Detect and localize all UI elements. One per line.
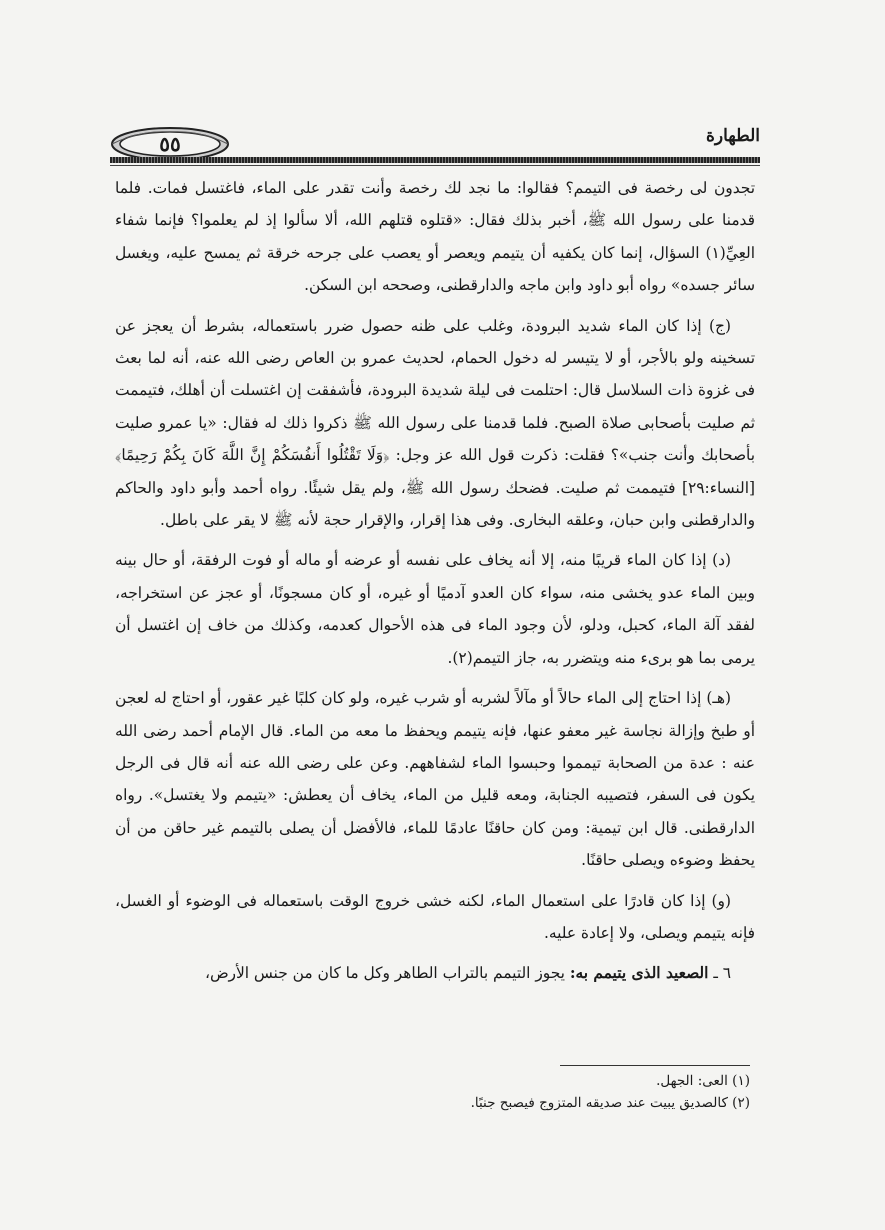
main-text [115, 172, 755, 998]
footnotes [150, 1070, 750, 1114]
paragraph-d: (د) إذا كان الماء قريبًا منه، إلا أنه يخاف على نفسه أو عرضه أو ماله أو فوت الرفقة، أو حال بينه وبين الماء عدو يخشى منه، سواء كان العدو آدميًا أو غيره، أو كان مسجونًا، أو عجز عن استخراجه، لفقد آلة الماء، كحبل، ودلو، لأن وجود الماء فى هذه الأحوال كعدمه، وكذلك من خاف إن اغتسل أن يرمى بما هو برىء منه ويتضرر به، جاز التيمم(٢). [115, 551, 755, 667]
paragraph-w: (و) إذا كان قادرًا على استعمال الماء، لكنه خشى خروج الوقت باستعماله فى الوضوء أو الغسل، فإنه يتيمم ويصلى، ولا إعادة عليه. [115, 891, 755, 942]
section-number: ٦ ـ [713, 964, 731, 983]
footnote-1: (١) العى: الجهل. [656, 1073, 750, 1089]
header-rule-thin [110, 165, 760, 166]
paragraph-c: (ج) إذا كان الماء شديد البرودة، وغلب على ظنه حصول ضرر باستعماله، بشرط أن يعجز عن تسخينه ولو بالأجر، أو لا يتيسر له دخول الحمام، لحديث عمرو بن العاص رضى الله عنه، أنه لما بعث فى غزوة ذات السلاسل قال: احتلمت فى ليلة شديدة البرودة، فأشفقت إن اغتسلت أن أهلك، فتيممت ثم صليت بأصحابى صلاة الصبح. فلما قدمنا على رسول الله ﷺ ذكروا ذلك له فقال: «يا عمرو صليت بأصحابك وأنت جنب»؟ فقلت: ذكرت قول الله عز وجل: ﴿وَلَا تَقْتُلُوا أَنفُسَكُمْ إِنَّ اللَّهَ كَانَ بِكُمْ رَحِيمًا﴾ [النساء:٢٩] فتيممت ثم صليت. فضحك رسول الله ﷺ، ولم يقل شيئًا. رواه أحمد وأبو داود والحاكم والدارقطنى وابن حبان، وعلقه البخارى. وفى هذا إقرار، والإقرار حجة لأنه ﷺ لا يقر على باطل. [115, 316, 755, 530]
paragraph-continuation: تجدون لى رخصة فى التيمم؟ فقالوا: ما نجد لك رخصة وأنت تقدر على الماء، فاغتسل فمات. فلما قدمنا على رسول الله ﷺ، أخبر بذلك فقال: «قتلوه قتلهم الله، ألا سألوا إذ لم يعلموا؟ فإنما شفاء العِيِّ(١) السؤال، إنما كان يكفيه أن يتيمم ويعصر أو يعصب على جرحه خرقة ثم يمسح عليه، ويغسل سائر جسده» رواه أبو داود وابن ماجه والدارقطنى، وصححه ابن السكن. [115, 179, 755, 295]
footnote-2: (٢) كالصديق يبيت عند صديقه المتزوج فيصبح جنبًا. [470, 1095, 750, 1111]
paragraph-6 [115, 957, 755, 989]
paragraph-h: (هـ) إذا احتاج إلى الماء حالاً أو مآلاً لشربه أو شرب غيره، ولو كان كلبًا غير عقور، أو احتاج له لعجن أو طبخ وإزالة نجاسة غير معفو عنها، فإنه يتيمم ويحفظ ما معه من الماء. قال الإمام أحمد رضى الله عنه : عدة من الصحابة تيمموا وحبسوا الماء لشفاههم. وعن على رضى الله عنه أنه قال فى الرجل يكون فى السفر، فتصيبه الجنابة، ومعه قليل من الماء، يخاف أن يعطش: «يتيمم ولا يغتسل». رواه الدارقطنى. قال ابن تيمية: ومن كان حاقنًا عادمًا للماء، فالأفضل أن يصلى بالتيمم غير حاقن من أن يحفظ وضوءه ويصلى حاقنًا. [115, 689, 755, 870]
section-term: الصعيد الذى يتيمم به: [569, 964, 709, 983]
section-text: يجوز التيمم بالتراب الطاهر وكل ما كان من جنس الأرض، [204, 964, 565, 983]
chapter-title: الطهارة [706, 126, 760, 146]
footnote-rule [560, 1065, 750, 1066]
header-rule [110, 157, 760, 163]
page-number: ٥٥ [159, 132, 181, 156]
